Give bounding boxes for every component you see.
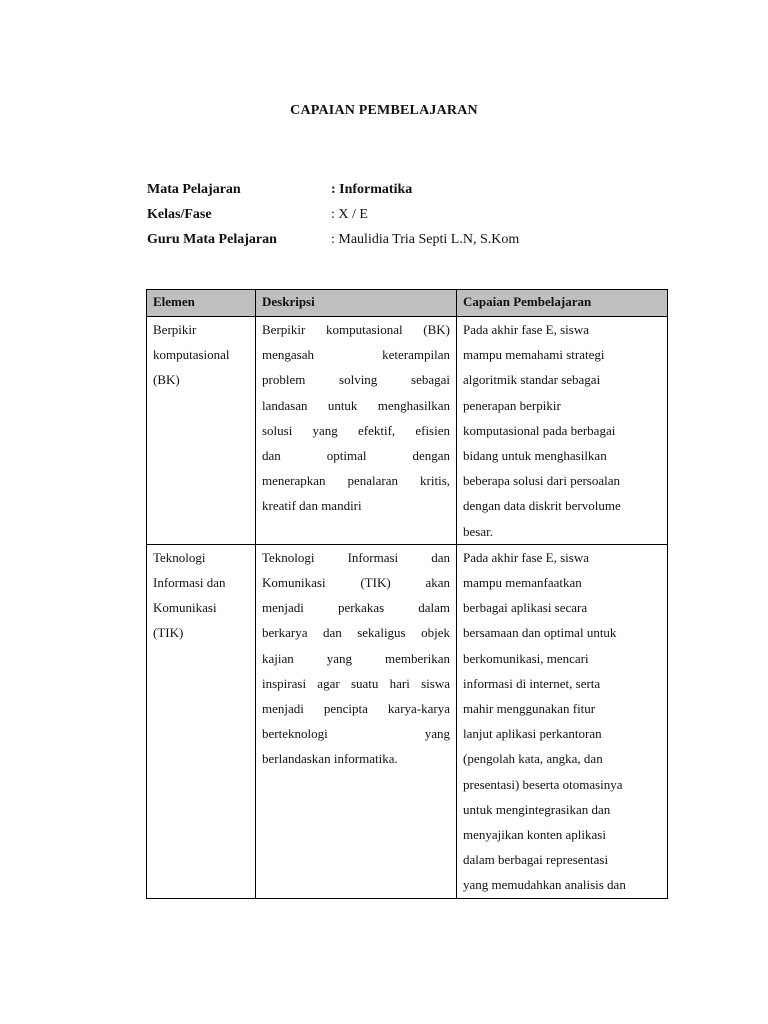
cell-capaian-line: mampu memanfaatkan xyxy=(463,575,582,591)
cell-capaian-line: dengan data diskrit bervolume xyxy=(463,498,621,514)
cell-capaian-line: komputasional pada berbagai xyxy=(463,422,616,438)
cell-capaian-line: bidang untuk menghasilkan xyxy=(463,448,607,464)
cell-elemen-line: komputasional xyxy=(153,347,230,363)
cell-capaian-line: mahir menggunakan fitur xyxy=(463,701,596,717)
subject-label: Mata Pelajaran xyxy=(147,181,241,197)
cell-capaian xyxy=(457,317,668,545)
header-deskripsi: Deskripsi xyxy=(256,290,457,317)
cell-deskripsi-line: menjadi pencipta karya-karya xyxy=(262,701,450,717)
cell-capaian-line: besar. xyxy=(463,523,493,539)
cell-capaian-line: dalam berbagai representasi xyxy=(463,852,609,868)
cell-deskripsi-line: menjadi perkakas dalam xyxy=(262,600,450,616)
subject-value: : Informatika xyxy=(331,181,413,197)
cell-deskripsi-line: solusi yang efektif, efisien xyxy=(262,422,450,438)
cell-elemen-line: Informasi dan xyxy=(153,575,226,591)
class-value: : X / E xyxy=(331,206,368,222)
teacher-label: Guru Mata Pelajaran xyxy=(147,231,277,247)
cell-capaian-line: yang memudahkan analisis dan xyxy=(463,877,626,893)
teacher-value: : Maulidia Tria Septi L.N, S.Kom xyxy=(331,231,520,247)
cell-deskripsi-line: dan optimal dengan xyxy=(262,448,450,464)
teacher-row xyxy=(147,227,519,252)
cell-elemen-line: Berpikir xyxy=(153,322,197,337)
cell-capaian-line: penerapan berpikir xyxy=(463,397,561,413)
cell-capaian-line: bersamaan dan optimal untuk xyxy=(463,625,617,641)
cell-deskripsi-line: berkarya dan sekaligus objek xyxy=(262,625,450,641)
cell-capaian-line: Pada akhir fase E, siswa xyxy=(463,549,589,565)
learning-outcomes-table xyxy=(146,289,668,899)
cell-capaian-line: untuk mengintegrasikan dan xyxy=(463,801,611,817)
cell-capaian-line: beberapa solusi dari persoalan xyxy=(463,473,621,489)
table-header-row xyxy=(147,290,668,317)
cell-deskripsi-line: berlandaskan informatika. xyxy=(262,751,398,767)
cell-capaian xyxy=(457,544,668,898)
cell-deskripsi-line: kreatif dan mandiri xyxy=(262,498,362,514)
class-row xyxy=(147,202,519,227)
table-row xyxy=(147,544,668,898)
header-capaian: Capaian Pembelajaran xyxy=(457,290,668,317)
cell-deskripsi-line: landasan untuk menghasilkan xyxy=(262,397,450,413)
cell-capaian-line: lanjut aplikasi perkantoran xyxy=(463,726,602,742)
cell-elemen xyxy=(147,317,256,545)
cell-elemen-line: (BK) xyxy=(153,372,180,388)
cell-elemen-line: (TIK) xyxy=(153,625,184,641)
cell-capaian-line: berbagai aplikasi secara xyxy=(463,600,588,616)
cell-deskripsi-line: problem solving sebagai xyxy=(262,372,450,388)
cell-deskripsi xyxy=(256,544,457,898)
cell-capaian-line: informasi di internet, serta xyxy=(463,675,601,691)
cell-capaian-line: algoritmik standar sebagai xyxy=(463,372,601,388)
cell-elemen-line: Teknologi xyxy=(153,549,206,565)
cell-capaian-line: mampu memahami strategi xyxy=(463,347,605,363)
cell-deskripsi-line: kajian yang memberikan xyxy=(262,650,450,666)
cell-deskripsi-line: Berpikir komputasional (BK) xyxy=(262,322,450,337)
cell-deskripsi-line: menerapkan penalaran kritis, xyxy=(262,473,450,489)
cell-deskripsi-line: Teknologi Informasi dan xyxy=(262,549,450,565)
cell-elemen xyxy=(147,544,256,898)
cell-deskripsi-line: mengasah keterampilan xyxy=(262,347,450,363)
cell-deskripsi xyxy=(256,317,457,545)
table-row xyxy=(147,317,668,545)
cell-deskripsi-line: Komunikasi (TIK) akan xyxy=(262,575,450,591)
cell-deskripsi-line: berteknologi yang xyxy=(262,726,450,742)
header-elemen: Elemen xyxy=(147,290,256,317)
cell-elemen-line: Komunikasi xyxy=(153,600,217,616)
subject-row xyxy=(147,177,519,202)
cell-capaian-line: menyajikan konten aplikasi xyxy=(463,827,606,843)
cell-capaian-line: Pada akhir fase E, siswa xyxy=(463,322,589,337)
subject-info xyxy=(147,177,519,252)
table-body xyxy=(147,317,668,899)
cell-capaian-line: presentasi) beserta otomasinya xyxy=(463,776,623,792)
cell-capaian-line: berkomunikasi, mencari xyxy=(463,650,589,666)
class-label: Kelas/Fase xyxy=(147,206,212,222)
cell-deskripsi-line: inspirasi agar suatu hari siswa xyxy=(262,675,450,691)
cell-capaian-line: (pengolah kata, angka, dan xyxy=(463,751,603,767)
page-title: CAPAIAN PEMBELAJARAN xyxy=(290,103,478,118)
